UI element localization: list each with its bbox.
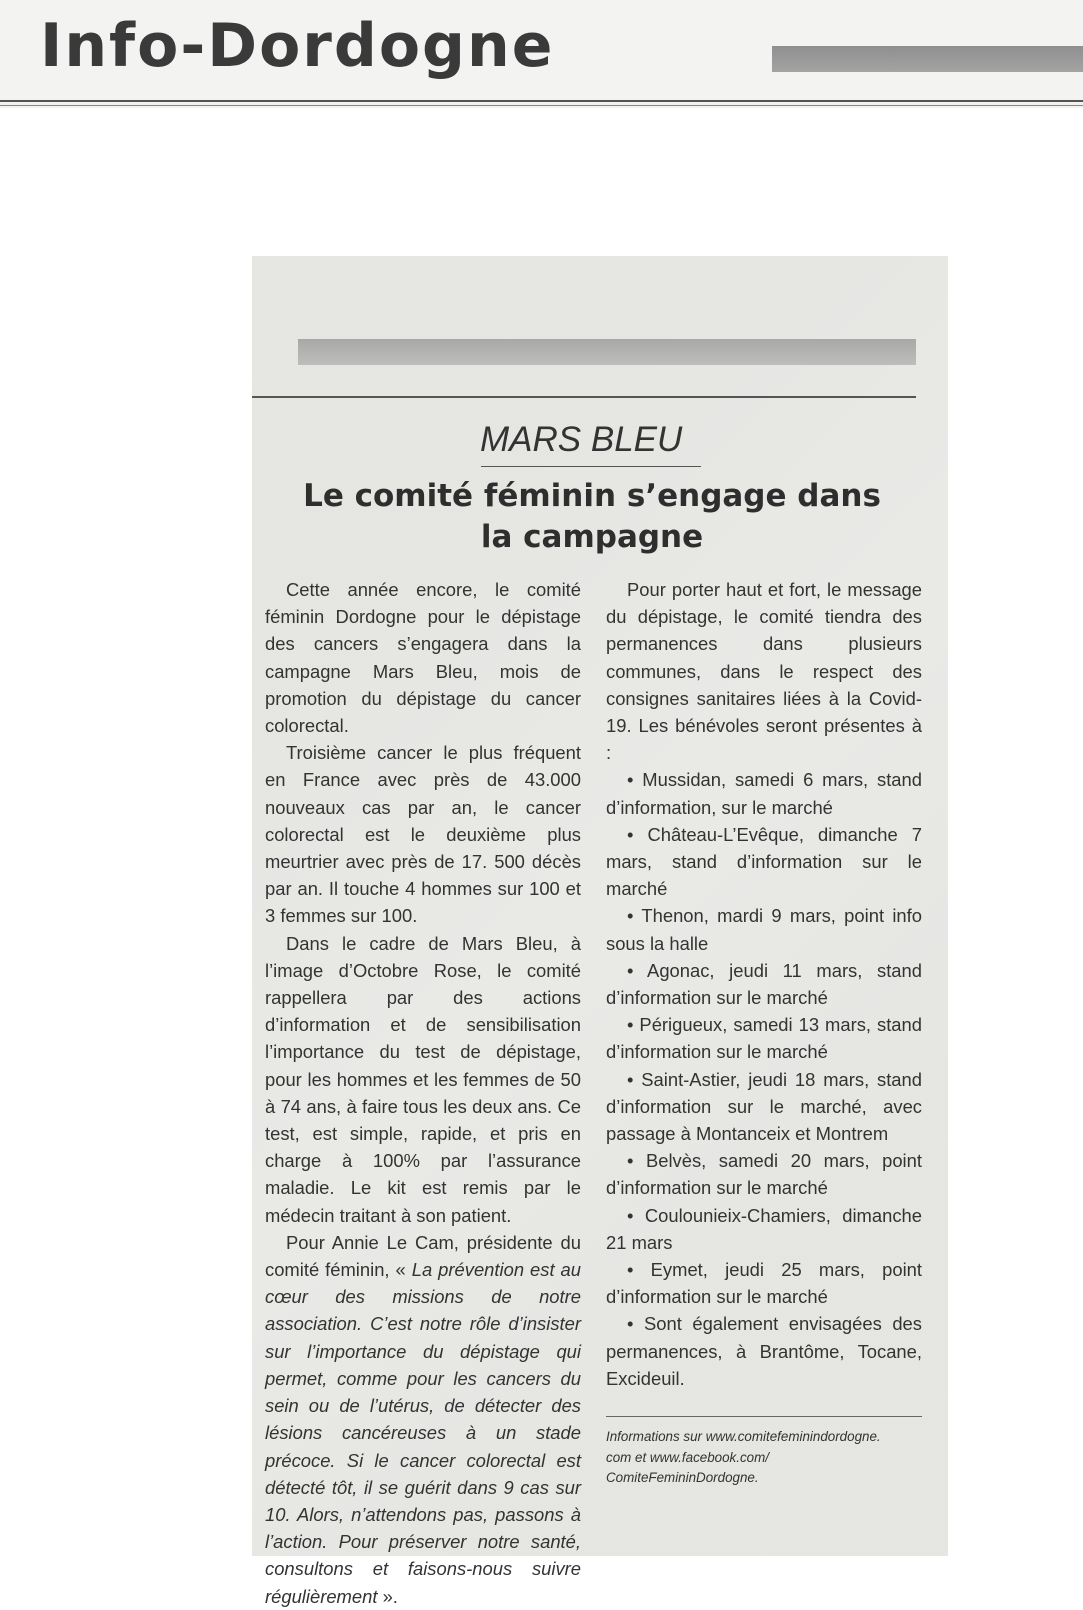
permanence-item: • Thenon, mardi 9 mars, point info sous la halle xyxy=(606,905,922,954)
paragraph-quote xyxy=(265,1229,581,1610)
permanence-item: • Agonac, jeudi 11 mars, stand d’information sur le marché xyxy=(606,959,922,1009)
permanence-item: • Sont également envisagées des permanences, à Brantôme, Tocane, Excideuil. xyxy=(606,1313,922,1389)
permanence-item: • Belvès, samedi 20 mars, point d’information sur le marché xyxy=(606,1150,922,1199)
paragraph-statistics: Troisième cancer le plus fréquent en France avec près de 43.000 nouveaux cas par an, le cancer colorectal est le deuxième plus meurtrier avec près de 17. 500 décès par an. Il touche 4 hommes sur 100 et 3 femmes sur 100. xyxy=(265,742,581,927)
paragraph-intro: Cette année encore, le comité féminin Dordogne pour le dépistage des cancers s’engagera dans la campagne Mars Bleu, mois de promotion du dépistage du cancer colorectal. xyxy=(265,579,581,737)
permanence-item: • Saint-Astier, jeudi 18 mars, stand d’information sur le marché, avec passage à Montanceix et Montrem xyxy=(606,1068,922,1145)
article-column-right xyxy=(606,576,922,1392)
footer-line: com et www.facebook.com/ xyxy=(606,1449,769,1465)
permanence-item: • Périgueux, samedi 13 mars, stand d’information sur le marché xyxy=(606,1014,922,1063)
permanence-item: • Château-L’Evêque, dimanche 7 mars, stand d’information sur le marché xyxy=(606,823,922,900)
article-kicker: MARS BLEU xyxy=(480,420,683,459)
footer-line: ComiteFemininDordogne. xyxy=(606,1470,759,1485)
article-headline: Le comité féminin s’engage dans la campagne xyxy=(303,478,881,555)
footer-line: Informations sur www.comitefeminindordogne. xyxy=(606,1429,881,1444)
quote-intro: Pour Annie Le Cam, présidente du comité féminin, « xyxy=(265,1231,581,1281)
paragraph-permanences-intro: Pour porter haut et fort, le message du dépistage, le comité tiendra des permanences dans plusieurs communes, dans le respect des consignes sanitaires liées à la Covid-19. Les bénévoles seront présentes à : xyxy=(606,579,922,764)
permanence-item: • Coulounieix-Chamiers, dimanche 21 mars xyxy=(606,1204,922,1253)
paragraph-mars-bleu: Dans le cadre de Mars Bleu, à l’image d’Octobre Rose, le comité rappellera par des actions d’information et de sensibilisation l’importance du test de dépistage, pour les hommes et les femmes de 50 à 74 ans, à faire tous les deux ans. Ce test, est simple, rapide, et pris en charge à 100% par l’assurance maladie. Le kit est remis par le médecin traitant à son patient. xyxy=(265,932,581,1226)
masthead-rule xyxy=(0,100,1083,102)
quote-text: La prévention est au cœur des missions de notre association. C’est notre rôle d’insister sur l’importance du dépistage qui permet, comme pour les cancers du sein ou de l’utérus, de détecter des lésions cancéreuses à un stade précoce. Si le cancer colorectal est détecté tôt, il se guérit dans 9 cas sur 10. Alors, n’attendons pas, passons à l’action. Pour préserver notre santé, consultons et faisons-nous suivre régulièrement xyxy=(265,1259,581,1607)
permanence-item: • Eymet, jeudi 25 mars, point d’information sur le marché xyxy=(606,1259,922,1308)
permanence-item: • Mussidan, samedi 6 mars, stand d’information, sur le marché xyxy=(606,769,922,818)
masthead-gray-band xyxy=(772,46,1083,72)
masthead-rule-thin xyxy=(0,105,1083,106)
quote-close: ». xyxy=(377,1585,398,1607)
info-footer xyxy=(606,1427,922,1489)
footer-rule xyxy=(606,1416,922,1417)
article-column-left xyxy=(265,576,581,1610)
kicker-underline xyxy=(481,466,701,467)
article-top-rule xyxy=(252,396,916,398)
masthead-title: Info-Dordogne xyxy=(40,11,555,81)
masthead xyxy=(0,0,1083,108)
article-clipping xyxy=(252,256,948,1607)
article-gray-band xyxy=(298,339,916,365)
